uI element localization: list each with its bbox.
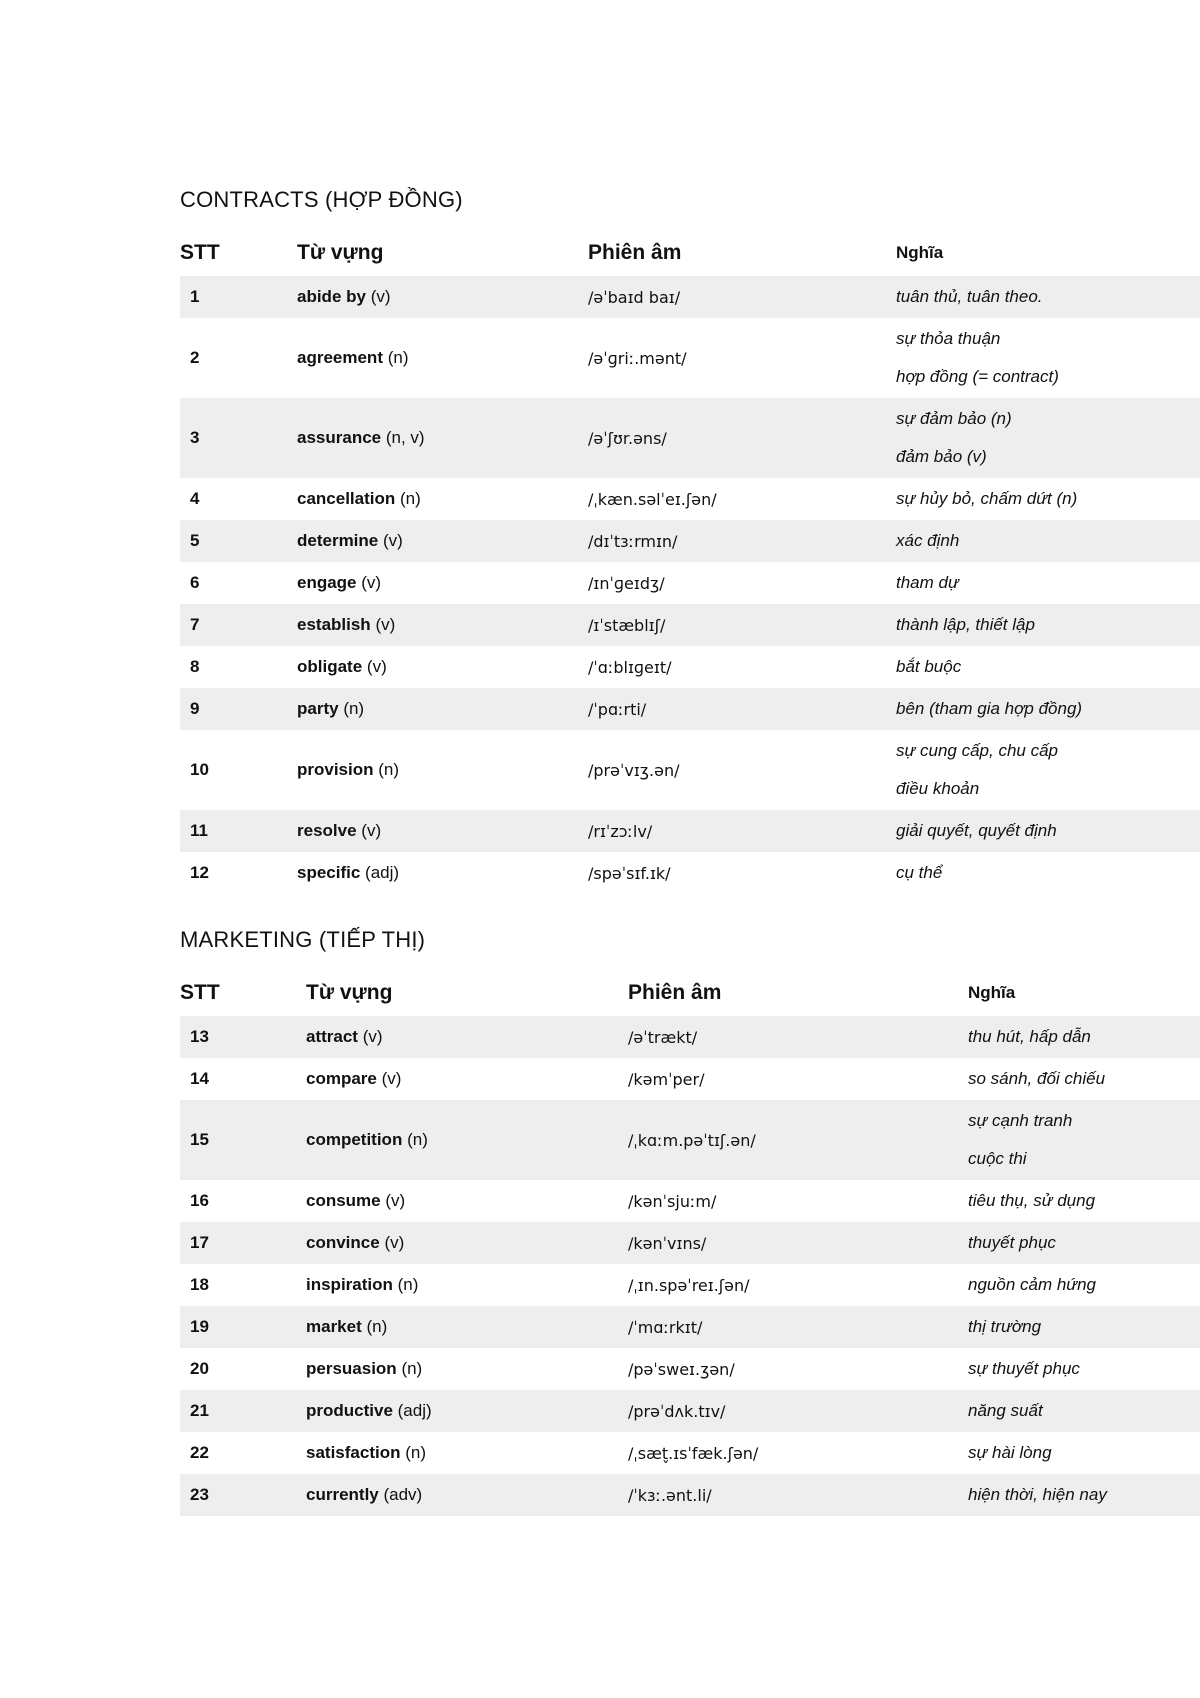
table-row [180,1058,1200,1100]
pronunciation: /ˈmɑːrkɪt/ [628,1317,703,1337]
table-row [180,604,1200,646]
meaning-cell [968,1392,1200,1430]
section-title: CONTRACTS (HỢP ĐỒNG) [180,187,463,212]
table-row [180,318,1200,398]
word-cell [297,573,588,593]
meaning-cell [968,1182,1200,1220]
pronunciation: /kənˈvɪns/ [628,1233,707,1253]
word-cell [297,287,588,307]
row-number: 2 [190,348,200,367]
word-cell [306,1130,628,1150]
meaning-line: xác định [896,531,960,550]
row-number: 7 [190,615,200,634]
meaning-cell [968,1434,1200,1472]
vocab-word: cancellation [297,489,396,508]
row-number: 19 [190,1317,209,1336]
pronunciation: /ɪnˈɡeɪdʒ/ [588,573,665,593]
word-cell [297,615,588,635]
row-number: 12 [190,863,209,882]
meaning-line: cuộc thi [968,1149,1027,1168]
meaning-line: sự cạnh tranh [968,1111,1073,1130]
row-number: 15 [190,1130,209,1149]
part-of-speech: (n) [400,489,421,508]
pronunciation: /ˌsæt̬.ɪsˈfæk.ʃən/ [628,1443,759,1463]
vocab-table [180,1016,1200,1516]
table-row [180,1348,1200,1390]
vocab-word: competition [306,1130,403,1149]
meaning-line: sự hài lòng [968,1443,1052,1462]
vocab-word: determine [297,531,379,550]
vocab-word: market [306,1317,362,1336]
word-cell [306,1233,628,1253]
row-number: 6 [190,573,200,592]
part-of-speech: (adv) [383,1485,423,1504]
pronunciation: /ˈɑːblɪɡeɪt/ [588,657,672,677]
meaning-line: sự đảm bảo (n) [896,409,1012,428]
table-row [180,478,1200,520]
vocab-word: productive [306,1401,393,1420]
meaning-cell [968,1308,1200,1346]
meaning-cell [968,1350,1200,1388]
pronunciation: /spəˈsɪf.ɪk/ [588,863,671,883]
word-cell [297,489,588,509]
table-row [180,276,1200,318]
header-ipa: Phiên âm [628,981,722,1004]
vocab-word: specific [297,863,361,882]
meaning-cell [896,690,1200,728]
meaning-line: hiện thời, hiện nay [968,1485,1107,1504]
part-of-speech: (v) [375,615,396,634]
meaning-cell [896,320,1200,396]
meaning-cell [968,1476,1200,1514]
part-of-speech: (n) [378,760,400,779]
meaning-line: tham dự [896,573,959,592]
row-number: 21 [190,1401,209,1420]
meaning-cell [968,1224,1200,1262]
pronunciation: /ˈkɜː.ənt.li/ [628,1485,712,1505]
table-row [180,646,1200,688]
pronunciation: /dɪˈtɜːrmɪn/ [588,531,678,551]
table-row [180,1306,1200,1348]
word-cell [306,1027,628,1047]
meaning-cell [968,1102,1200,1178]
meaning-line: đảm bảo (v) [896,447,987,466]
meaning-line: sự thỏa thuận [896,329,1001,348]
part-of-speech: (adj) [365,863,400,882]
meaning-cell [896,522,1200,560]
part-of-speech: (v) [384,1233,405,1252]
row-number: 22 [190,1443,209,1462]
header-meaning: Nghĩa [896,243,944,262]
meaning-line: nguồn cảm hứng [968,1275,1096,1294]
vocab-word: establish [297,615,371,634]
pronunciation: /ˌkæn.səlˈeɪ.ʃən/ [588,489,717,509]
row-number: 18 [190,1275,209,1294]
pronunciation: /prəˈdʌk.tɪv/ [628,1401,726,1421]
vocab-word: currently [306,1485,379,1504]
meaning-cell [896,732,1200,808]
meaning-cell [968,1060,1200,1098]
meaning-cell [896,480,1200,518]
pronunciation: /ˌkɑːm.pəˈtɪʃ.ən/ [628,1130,756,1150]
word-cell [306,1359,628,1379]
row-number: 16 [190,1191,209,1210]
meaning-line: thu hút, hấp dẫn [968,1027,1091,1046]
meaning-line: giải quyết, quyết định [896,821,1057,840]
word-cell [306,1443,628,1463]
meaning-cell [896,278,1200,316]
row-number: 20 [190,1359,209,1378]
row-number: 1 [190,287,200,306]
part-of-speech: (n) [343,699,365,718]
word-cell [297,821,588,841]
pronunciation: /əˈbaɪd baɪ/ [588,287,681,307]
word-cell [297,531,588,551]
word-cell [306,1069,628,1089]
part-of-speech: (v) [361,573,382,592]
word-cell [306,1317,628,1337]
vocab-word: obligate [297,657,363,676]
meaning-cell [968,1018,1200,1056]
section-title: MARKETING (TIẾP THỊ) [180,927,426,952]
vocab-word: provision [297,760,374,779]
vocab-word: assurance [297,428,382,447]
header-word: Từ vựng [297,241,384,264]
pronunciation: /əˈtrækt/ [628,1027,698,1047]
meaning-line: sự thuyết phục [968,1359,1080,1378]
meaning-line: thị trường [968,1317,1042,1336]
table-row [180,688,1200,730]
meaning-cell [896,854,1200,892]
part-of-speech: (n) [366,1317,388,1336]
table-row [180,852,1200,894]
part-of-speech: (v) [362,1027,383,1046]
meaning-cell [896,648,1200,686]
row-number: 11 [190,821,208,840]
meaning-line: năng suất [968,1401,1043,1420]
marketing-section [180,923,1200,1516]
word-cell [297,428,588,448]
part-of-speech: (n) [407,1130,428,1149]
table-row [180,1180,1200,1222]
pronunciation: /pəˈsweɪ.ʒən/ [628,1359,735,1379]
vocab-word: party [297,699,339,718]
pronunciation: /prəˈvɪʒ.ən/ [588,760,680,780]
row-number: 13 [190,1027,209,1046]
word-cell [297,657,588,677]
vocab-word: compare [306,1069,377,1088]
row-number: 23 [190,1485,209,1504]
table-row [180,1432,1200,1474]
meaning-line: thuyết phục [968,1233,1056,1252]
part-of-speech: (v) [385,1191,406,1210]
part-of-speech: (n) [401,1359,423,1378]
row-number: 14 [190,1069,209,1088]
word-cell [306,1485,628,1505]
row-number: 8 [190,657,200,676]
header-stt: STT [180,241,220,264]
pronunciation: /kəmˈper/ [628,1069,705,1089]
table-row [180,1390,1200,1432]
table-row [180,810,1200,852]
vocab-word: resolve [297,821,357,840]
meaning-cell [896,564,1200,602]
pronunciation: /kənˈsjuːm/ [628,1191,717,1211]
meaning-line: bên (tham gia hợp đồng) [896,699,1083,718]
table-row [180,1474,1200,1516]
pronunciation: /əˈɡriː.mənt/ [588,348,687,368]
table-row [180,1100,1200,1180]
meaning-cell [896,606,1200,644]
row-number: 9 [190,699,200,718]
vocab-word: inspiration [306,1275,393,1294]
row-number: 4 [190,489,200,508]
meaning-line: sự cung cấp, chu cấp [896,741,1058,760]
header-ipa: Phiên âm [588,241,682,264]
part-of-speech: (v) [370,287,391,306]
pronunciation: /ɪˈstæblɪʃ/ [588,615,666,635]
part-of-speech: (v) [381,1069,402,1088]
part-of-speech: (adj) [397,1401,432,1420]
meaning-line: thành lập, thiết lập [896,615,1035,634]
word-cell [306,1275,628,1295]
meaning-line: điều khoản [896,779,980,798]
pronunciation: /ˈpɑːrti/ [588,699,647,719]
word-cell [306,1401,628,1421]
meaning-line: bắt buộc [896,657,962,676]
meaning-line: hợp đồng (= contract) [896,367,1059,386]
table-row [180,1222,1200,1264]
pronunciation: /rɪˈzɔːlv/ [588,821,653,841]
part-of-speech: (n) [387,348,409,367]
vocab-word: convince [306,1233,380,1252]
vocab-word: attract [306,1027,358,1046]
row-number: 10 [190,760,209,779]
vocab-word: abide by [297,287,366,306]
table-header [180,230,1200,276]
header-meaning: Nghĩa [968,983,1016,1002]
meaning-cell [968,1266,1200,1304]
part-of-speech: (v) [366,657,387,676]
word-cell [297,699,588,719]
row-number: 5 [190,531,200,550]
meaning-line: tuân thủ, tuân theo. [896,287,1043,306]
word-cell [306,1191,628,1211]
vocab-word: agreement [297,348,383,367]
table-row [180,562,1200,604]
vocab-word: persuasion [306,1359,397,1378]
table-row [180,1264,1200,1306]
meaning-line: sự hủy bỏ, chấm dứt (n) [896,489,1078,508]
meaning-cell [896,400,1200,476]
vocab-table [180,276,1200,894]
vocab-word: engage [297,573,357,592]
part-of-speech: (n) [397,1275,419,1294]
meaning-cell [896,812,1200,850]
table-header [180,970,1200,1016]
meaning-line: cụ thể [896,863,943,882]
vocab-word: satisfaction [306,1443,401,1462]
header-word: Từ vựng [306,981,393,1004]
table-row [180,1016,1200,1058]
part-of-speech: (n) [405,1443,426,1462]
part-of-speech: (v) [361,821,382,840]
meaning-line: tiêu thụ, sử dụng [968,1191,1096,1210]
row-number: 17 [190,1233,209,1252]
row-number: 3 [190,428,200,447]
table-row [180,730,1200,810]
meaning-line: so sánh, đối chiếu [968,1069,1106,1088]
part-of-speech: (n, v) [385,428,425,447]
vocab-word: consume [306,1191,381,1210]
word-cell [297,863,588,883]
header-stt: STT [180,981,220,1004]
part-of-speech: (v) [382,531,403,550]
table-row [180,520,1200,562]
pronunciation: /əˈʃʊr.əns/ [588,428,667,448]
pronunciation: /ˌɪn.spəˈreɪ.ʃən/ [628,1275,750,1295]
word-cell [297,760,588,780]
word-cell [297,348,588,368]
contracts-section [180,183,1200,894]
table-row [180,398,1200,478]
